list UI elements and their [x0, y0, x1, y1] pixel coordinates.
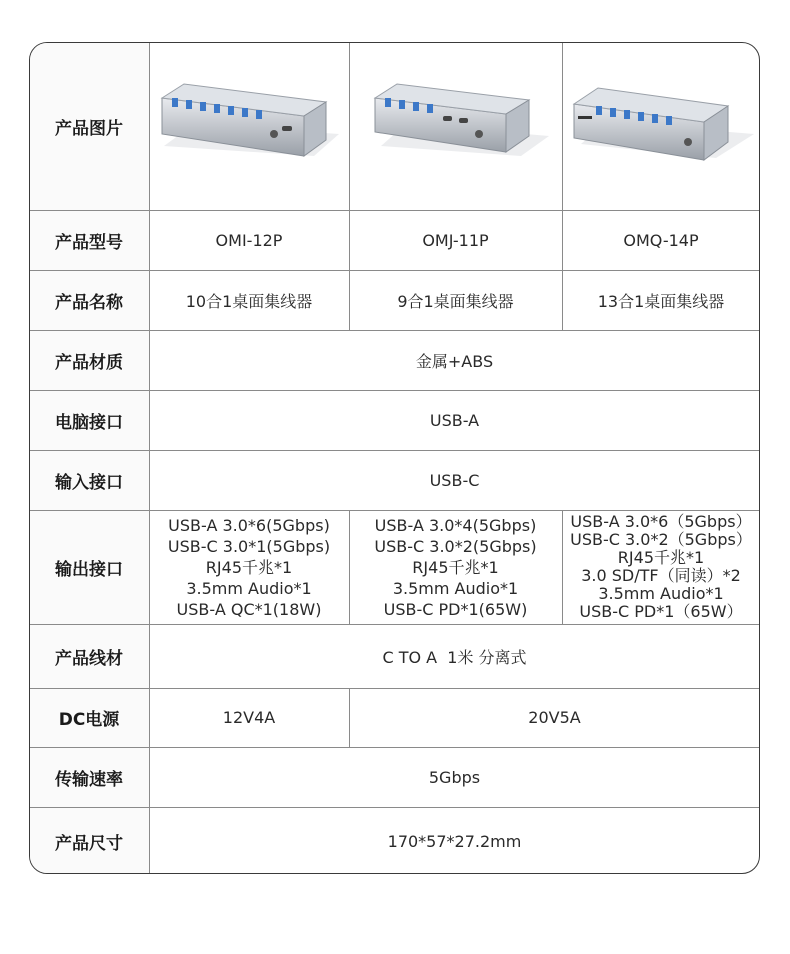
label-cable: 产品线材: [29, 624, 149, 688]
output-line: USB-A 3.0*6（5Gbps）: [570, 512, 752, 531]
row-name: [29, 270, 760, 330]
output-line: USB-C 3.0*2（5Gbps）: [570, 530, 752, 549]
label-material: 产品材质: [29, 330, 149, 390]
label-pc-port: 电脑接口: [29, 390, 149, 450]
output-line: USB-A 3.0*6(5Gbps): [168, 515, 330, 535]
output-line: 3.5mm Audio*1: [598, 584, 724, 603]
name-3: 13合1桌面集线器: [562, 270, 760, 330]
model-2: OMJ-11P: [349, 210, 562, 270]
output-line: USB-C PD*1（65W）: [579, 602, 743, 621]
product-image-3: [562, 42, 760, 210]
spec-table: [29, 42, 760, 874]
name-2: 9合1桌面集线器: [349, 270, 562, 330]
model-3: OMQ-14P: [562, 210, 760, 270]
row-model: [29, 210, 760, 270]
outputs-3: [562, 510, 760, 624]
output-line: 3.5mm Audio*1: [392, 578, 519, 598]
outputs-1: [149, 510, 349, 624]
label-dc-power: DC电源: [29, 688, 149, 747]
model-1: OMI-12P: [149, 210, 349, 270]
row-cable: [29, 624, 760, 688]
row-pc-port: [29, 390, 760, 450]
row-output-port: [29, 510, 760, 624]
pc-port-value: USB-A: [149, 390, 760, 450]
input-port-value: USB-C: [149, 450, 760, 510]
usb-hub-10-port-icon: [154, 76, 344, 176]
product-image-2: [349, 42, 562, 210]
dc-power-23: 20V5A: [349, 688, 760, 747]
output-line: RJ45千兆*1: [205, 557, 293, 577]
name-1: 10合1桌面集线器: [149, 270, 349, 330]
output-line: RJ45千兆*1: [617, 548, 705, 567]
label-input-port: 输入接口: [29, 450, 149, 510]
output-line: USB-A QC*1(18W): [176, 599, 322, 619]
row-size: [29, 807, 760, 874]
label-size: 产品尺寸: [29, 807, 149, 874]
output-line: USB-A 3.0*4(5Gbps): [374, 515, 537, 535]
usb-hub-13-port-icon: [566, 76, 756, 176]
label-speed: 传输速率: [29, 747, 149, 807]
row-speed: [29, 747, 760, 807]
label-name: 产品名称: [29, 270, 149, 330]
output-line: RJ45千兆*1: [412, 557, 499, 577]
row-input-port: [29, 450, 760, 510]
speed-value: 5Gbps: [149, 747, 760, 807]
dc-power-1: 12V4A: [149, 688, 349, 747]
label-model: 产品型号: [29, 210, 149, 270]
output-line: USB-C 3.0*1(5Gbps): [167, 536, 331, 556]
outputs-2: [349, 510, 562, 624]
material-value: 金属+ABS: [149, 330, 760, 390]
cable-value: C TO A 1米 分离式: [149, 624, 760, 688]
output-line: USB-C 3.0*2(5Gbps): [374, 536, 537, 556]
row-dc-power: [29, 688, 760, 747]
output-line: 3.0 SD/TF（同读）*2: [581, 566, 741, 585]
row-material: [29, 330, 760, 390]
product-image-1: [149, 42, 349, 210]
output-line: USB-C PD*1(65W): [383, 599, 528, 619]
usb-hub-9-port-icon: [361, 76, 551, 176]
spec-table-frame: [29, 42, 760, 874]
label-image: 产品图片: [29, 42, 149, 210]
row-image: [29, 42, 760, 210]
output-line: 3.5mm Audio*1: [186, 578, 312, 598]
size-value: 170*57*27.2mm: [149, 807, 760, 874]
label-output-port: 输出接口: [29, 510, 149, 624]
